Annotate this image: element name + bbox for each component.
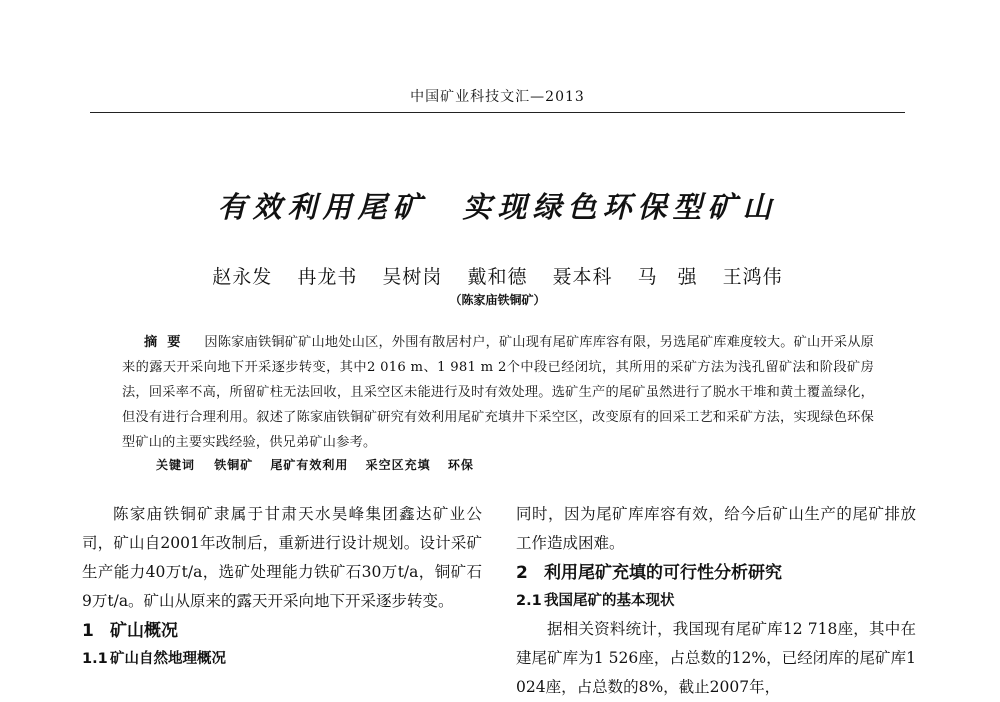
section-heading <box>516 558 916 588</box>
keywords <box>156 456 856 473</box>
header-rule <box>90 112 905 113</box>
author-name: 吴树岗 <box>382 266 443 288</box>
subsection-heading <box>82 646 482 673</box>
body-paragraph: 陈家庙铁铜矿隶属于甘肃天水昊峰集团鑫达矿业公司，矿山自2001年改制后，重新进行设计规划。设计采矿生产能力40万t/a，选矿处理能力铁矿石30万t/a，铜矿石9万t/a。矿山从原来的露天开采向地下开采逐步转变。 <box>82 505 482 610</box>
subsection-number: 2.1 <box>516 593 542 609</box>
section-number: 2 <box>516 563 528 583</box>
subsection-title: 矿山自然地理概况 <box>110 651 226 667</box>
body-paragraph: 同时，因为尾矿库库容有效，给今后矿山生产的尾矿排放工作造成困难。 <box>516 505 916 552</box>
subsection-heading <box>516 588 916 615</box>
subsection-title: 我国尾矿的基本现状 <box>544 593 675 609</box>
keyword: 采空区充填 <box>365 458 431 472</box>
author-name: 聂本科 <box>552 266 613 288</box>
abstract <box>122 330 874 455</box>
author-list <box>90 262 905 289</box>
author-name: 戴和德 <box>467 266 528 288</box>
left-column <box>82 500 482 673</box>
section-title: 利用尾矿充填的可行性分析研究 <box>544 563 782 583</box>
author-name: 冉龙书 <box>297 266 358 288</box>
right-column <box>516 500 916 702</box>
section-heading <box>82 616 482 646</box>
subsection-number: 1.1 <box>82 651 108 667</box>
keyword: 尾矿有效利用 <box>270 458 349 472</box>
keyword: 铁铜矿 <box>214 458 254 472</box>
abstract-label: 摘要 <box>144 335 191 350</box>
section-number: 1 <box>82 621 94 641</box>
body-paragraph: 据相关资料统计，我国现有尾矿库12 718座，其中在建尾矿库为1 526座，占总数的12%，已经闭库的尾矿库1 024座，占总数的8%，截止2007年， <box>516 620 916 696</box>
author-name: 马 强 <box>637 266 698 288</box>
keyword: 环保 <box>447 458 474 472</box>
affiliation: （陈家庙铁铜矿） <box>449 293 546 307</box>
section-title: 矿山概况 <box>110 621 178 641</box>
article-title: 有效利用尾矿 实现绿色环保型矿山 <box>217 190 778 224</box>
author-name: 赵永发 <box>212 266 273 288</box>
author-name: 王鸿伟 <box>722 266 783 288</box>
journal-header: 中国矿业科技文汇—2013 <box>410 89 585 105</box>
abstract-text: 因陈家庙铁铜矿矿山地处山区，外围有散居村户，矿山现有尾矿库库容有限，另选尾矿库难度较大。矿山开采从原来的露天开采向地下开采逐步转变，其中2 016 m、1 981 m 2个中段已经闭坑，其所用的采矿方法为浅孔留矿法和阶段矿房法，回采率不高，所留矿柱无法回收，且采空区未能进行及时有效处理。选矿生产的尾矿虽然进行了脱水干堆和黄土覆盖绿化，但没有进行合理利用。叙述了陈家庙铁铜矿研究有效利用尾矿充填井下采空区，改变原有的回采工艺和采矿方法，实现绿色环保型矿山的主要实践经验，供兄弟矿山参考。 <box>122 335 875 450</box>
keywords-label: 关键词 <box>156 458 196 472</box>
